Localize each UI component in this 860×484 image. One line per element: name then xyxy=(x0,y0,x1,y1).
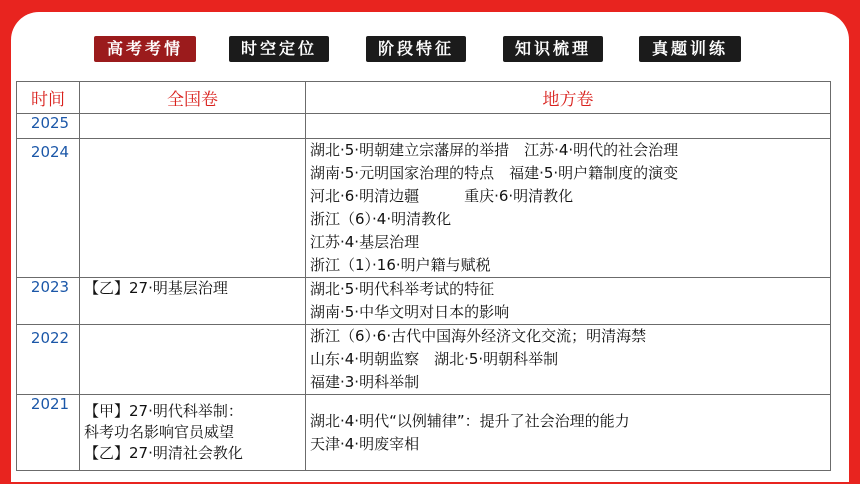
national-cell xyxy=(80,395,306,471)
header-year: 时间 xyxy=(17,82,80,114)
table-row xyxy=(17,139,831,278)
local-entry: 湖南·5·元明国家治理的特点 福建·5·明户籍制度的演变 xyxy=(310,164,679,182)
local-entry: 浙江（1）·16·明户籍与赋税 xyxy=(310,256,491,274)
local-entry: 天津·4·明废宰相 xyxy=(310,434,420,453)
tab-bar xyxy=(0,36,860,66)
year-cell: 2024 xyxy=(17,139,80,278)
header-local: 地方卷 xyxy=(306,82,831,114)
local-entry: 湖南·5·中华文明对日本的影响 xyxy=(310,303,510,321)
table-row xyxy=(17,114,831,139)
local-entry: 河北·6·明清边疆 重庆·6·明清教化 xyxy=(310,187,574,205)
local-cell xyxy=(306,139,831,278)
table-row xyxy=(17,395,831,471)
tab-knowledge-review[interactable]: 知识梳理 xyxy=(503,36,603,62)
tab-time-space[interactable]: 时空定位 xyxy=(229,36,329,62)
national-entry: 【乙】27·明基层治理 xyxy=(84,279,228,297)
local-entry: 湖北·4·明代“以例辅律”：提升了社会治理的能力 xyxy=(310,411,630,430)
local-entry: 山东·4·明朝监察 湖北·5·明朝科举制 xyxy=(310,350,559,368)
local-entry: 湖北·5·明朝建立宗藩屏的举措 江苏·4·明代的社会治理 xyxy=(310,141,679,159)
tab-stage-features[interactable]: 阶段特征 xyxy=(366,36,466,62)
year-cell: 2021 xyxy=(17,395,80,471)
local-cell xyxy=(306,395,831,471)
year-cell: 2025 xyxy=(17,114,80,139)
tab-exam-overview[interactable]: 高考考情 xyxy=(94,36,196,62)
national-cell xyxy=(80,114,306,139)
national-cell xyxy=(80,139,306,278)
year-cell: 2022 xyxy=(17,325,80,395)
table-row xyxy=(17,325,831,395)
tab-exam-practice[interactable]: 真题训练 xyxy=(639,36,741,62)
national-entry: 【乙】27·明清社会教化 xyxy=(84,444,243,462)
table-header-row xyxy=(17,82,831,114)
local-cell xyxy=(306,114,831,139)
table-row xyxy=(17,278,831,325)
local-cell xyxy=(306,278,831,325)
exam-table xyxy=(16,81,831,471)
local-entry: 江苏·4·基层治理 xyxy=(310,233,420,251)
local-entry: 浙江（6）·6·古代中国海外经济文化交流；明清海禁 xyxy=(310,327,647,345)
local-entry: 湖北·5·明代科举考试的特征 xyxy=(310,280,495,298)
national-cell xyxy=(80,325,306,395)
local-entry: 福建·3·明科举制 xyxy=(310,373,420,391)
year-cell: 2023 xyxy=(17,278,80,325)
header-national: 全国卷 xyxy=(80,82,306,114)
local-cell xyxy=(306,325,831,395)
national-entry: 【甲】27·明代科举制： xyxy=(84,402,243,420)
national-entry: 科考功名影响官员威望 xyxy=(84,423,235,441)
local-entry: 浙江（6）·4·明清教化 xyxy=(310,210,452,228)
national-cell xyxy=(80,278,306,325)
